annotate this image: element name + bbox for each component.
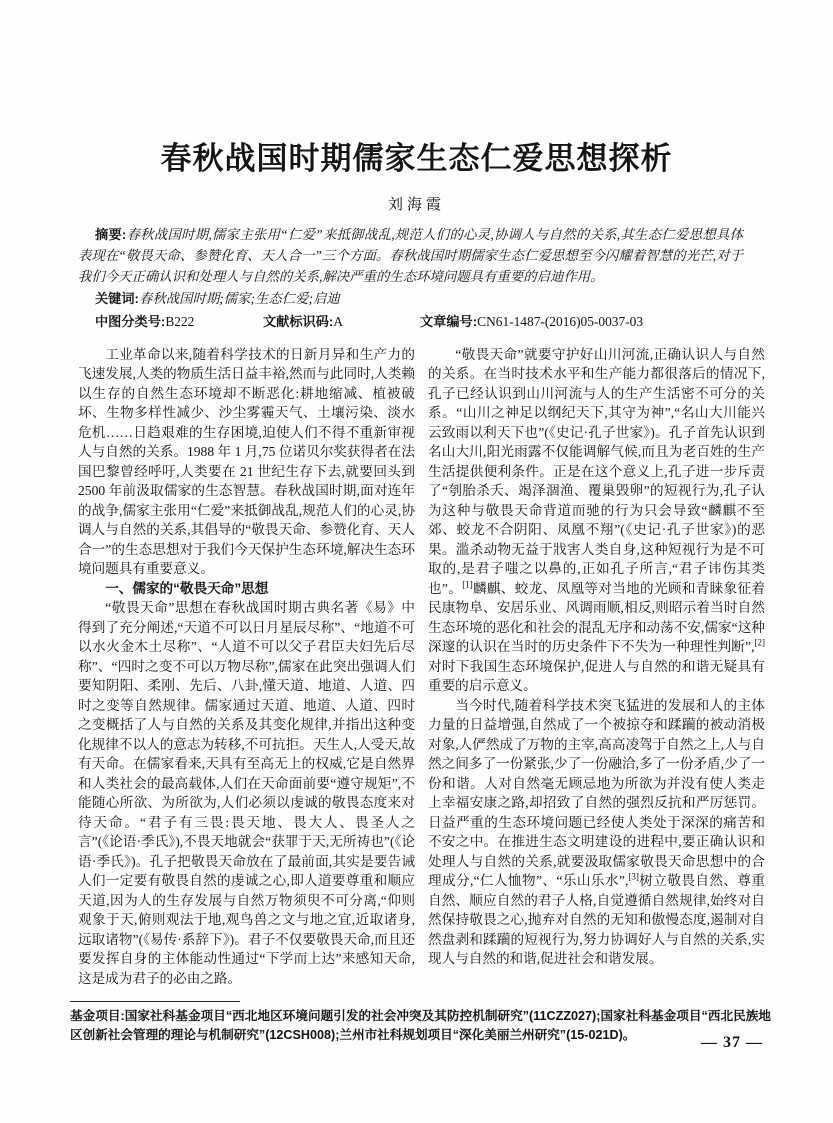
clc-label: 中图分类号:: [95, 313, 166, 329]
article-number-label: 文章编号:: [420, 313, 478, 329]
paragraph: “敬畏天命”思想在春秋战国时期古典名著《易》中得到了充分阐述,“天道不可以日月星辰尽称”、“地道不可以水火金木土尽称”、“人道不可以父子君臣夫妇先后尽称”、“四时之变不可以万物尽称”,儒家在此突出强调人们要知阴阳、柔刚、先后、八卦,懂天道、地道、人道、四时之变等自然规律。儒家通过天道、地道、人道、四时之变概括了人与自然的关系及其变化规律,并指出这种变化规律不以人的意志为转移,不可抗拒。天生人,人受天,故有天命。在儒家看来,天具有至高无上的权威,它是自然界和人类社会的最高载体,人们在天命面前要“遵守规矩”,不能随心所欲、为所欲为,人们必须以虔诚的敬畏态度来对待天命。“君子有三畏:畏天地、畏大人、畏圣人之言”(《论语·季氏》),不畏天地就会“获罪于天,无所祷也”(《论语·季氏》)。孔子把敬畏天命放在了最前面,其实是要告诫人们一定要有敬畏自然的虔诚之心,即人道要尊重和顺应天道,因为人的生存发展与自然万物须臾不可分离,“仰则观象于天,俯则观法于地,观鸟兽之文与地之宜,近取诸身,远取诸物”(《易传·系辞下》)。君子不仅要敬畏天命,而且还要发挥自身的主体能动性通过“下学而上达”来感知天命,这是成为君子的必由之路。: [78, 600, 415, 986]
paragraph: 当今时代,随着科学技术突飞猛进的发展和人的主体力量的日益增强,自然成了一个被掠夺和蹂躏的被动消极对象,人俨然成了万物的主宰,高高凌驾于自然之上,人与自然之间多了一份紧张,少了一份融洽,多了一份矛盾,少了一份和谐。人对自然毫无顾忌地为所欲为并没有使人类走上幸福安康之路,却招致了自然的强烈反抗和严厉惩罚。日益严重的生态环境问题已经使人类处于深深的痛苦和不安之中。在推进生态文明建设的进程中,要正确认识和处理人与自然的关系,就要汲取儒家敬畏天命思想中的合理成分,“仁人恤物”、“乐山乐水”,[3]树立敬畏自然、尊重自然、顺应自然的君子人格,自觉遵循自然规律,始终对自然保持敬畏之心,抛弃对自然的无知和傲慢态度,遏制对自然盘剥和蹂躏的短视行为,努力协调好人与自然的关系,实现人与自然的和谐,促进社会和谐发展。: [428, 697, 766, 967]
abstract-text: 春秋战国时期,儒家主张用“仁爱”来抵御战乱,规范人们的心灵,协调人与自然的关系,其生态仁爱思想具体表现在“敬畏天命、参赞化育、天人合一”三个方面。春秋战国时期儒家生态仁爱思想至今闪耀着智慧的光芒,对于我们今天正确认识和处理人与自然的关系,解决严重的生态环境问题具有重要的启迪作用。: [78, 226, 743, 284]
article-number: 文章编号:CN61-1487-(2016)05-0037-03: [420, 313, 644, 329]
footnote-divider: [70, 1001, 240, 1002]
funding-footnote: [70, 1007, 771, 1044]
abstract: [78, 224, 743, 287]
left-column: [78, 345, 415, 989]
keywords-label: 关键词:: [95, 290, 139, 306]
body-columns: [78, 345, 765, 989]
front-matter: [78, 224, 755, 332]
page-number: — 37 —: [701, 1034, 763, 1051]
section-heading: 一、儒家的“敬畏天命”思想: [105, 580, 269, 596]
page-title: 春秋战国时期儒家生态仁爱思想探析: [160, 141, 673, 176]
right-column: [428, 345, 765, 989]
author-name: 刘海霞: [387, 196, 445, 213]
classification-row: [78, 311, 755, 332]
funding-footnote-text: 国家社科基金项目“西北地区环境问题引发的社会冲突及其防控机制研究”(11CZZ027);国家社科基金项目“西北民族地区创新社会管理的理论与机制研究”(12CSH008);兰州市社科规划项目“深化美丽兰州研究”(15-021D)。: [70, 1009, 771, 1042]
funding-footnote-label: 基金项目:: [70, 1009, 125, 1023]
abstract-label: 摘要:: [95, 226, 127, 242]
keywords-text: 春秋战国时期;儒家;生态仁爱;启迪: [138, 290, 340, 306]
document-code: 文献标识码:A: [263, 313, 344, 329]
document-code-label: 文献标识码:: [263, 313, 334, 329]
clc-number: 中图分类号:B222: [95, 313, 195, 329]
paragraph: 工业革命以来,随着科学技术的日新月异和生产力的飞速发展,人类的物质生活日益丰裕,然而与此同时,人类赖以生存的自然生态环境却不断恶化:耕地缩减、植被破坏、生物多样性减少、沙尘雾霾天气、土壤污染、淡水危机……日趋艰难的生存困境,迫使人们不得不重新审视人与自然的关系。1988 年 1 月,75 位诺贝尔奖获得者在法国巴黎曾经呼吁,人类要在 21 世纪生存下去,就要回头到 2500 年前汲取儒家的生态智慧。春秋战国时期,面对连年的战争,儒家主张用“仁爱”来抵御战乱,规范人们的心灵,协调人与自然的关系,其倡导的“敬畏天命、参赞化育、天人合一”的生态思想对于我们今天保护生态环境,解决生态环境问题具有重要意义。: [78, 346, 415, 577]
paragraph: “敬畏天命”就要守护好山川河流,正确认识人与自然的关系。在当时技术水平和生产能力都很落后的情况下,孔子已经认识到山川河流与人的生产生活密不可分的关系。“山川之神足以纲纪天下,其守为神”,“名山大川能兴云致雨以利天下也”(《史记·孔子世家》)。孔子首先认识到名山大川,阳光雨露不仅能调解气候,而且为老百姓的生产生活提供便利条件。正是在这个意义上,孔子进一步斥责了“刳胎杀夭、竭泽涸渔、覆巢毁卵”的短视行为,孔子认为这种与敬畏天命背道而驰的行为只会导致“麟麒不至郊、蛟龙不合阴阳、凤凰不翔”(《史记·孔子世家》)的恶果。滥杀动物无益于戕害人类自身,这种短视行为是不可取的,是君子嗤之以鼻的,正如孔子所言,“君子讳伤其类也”。[1]麟麒、蛟龙、凤凰等对当地的光顾和青睐象征着民康物阜、安居乐业、风调雨顺,相反,则昭示着当时自然生态环境的恶化和社会的混乱无序和动荡不安,儒家“这种深邃的认识在当时的历史条件下不失为一种理性判断”,[2]对时下我国生态环境保护,促进人与自然的和谐无疑具有重要的启示意义。: [428, 346, 765, 694]
keywords: [78, 288, 755, 309]
